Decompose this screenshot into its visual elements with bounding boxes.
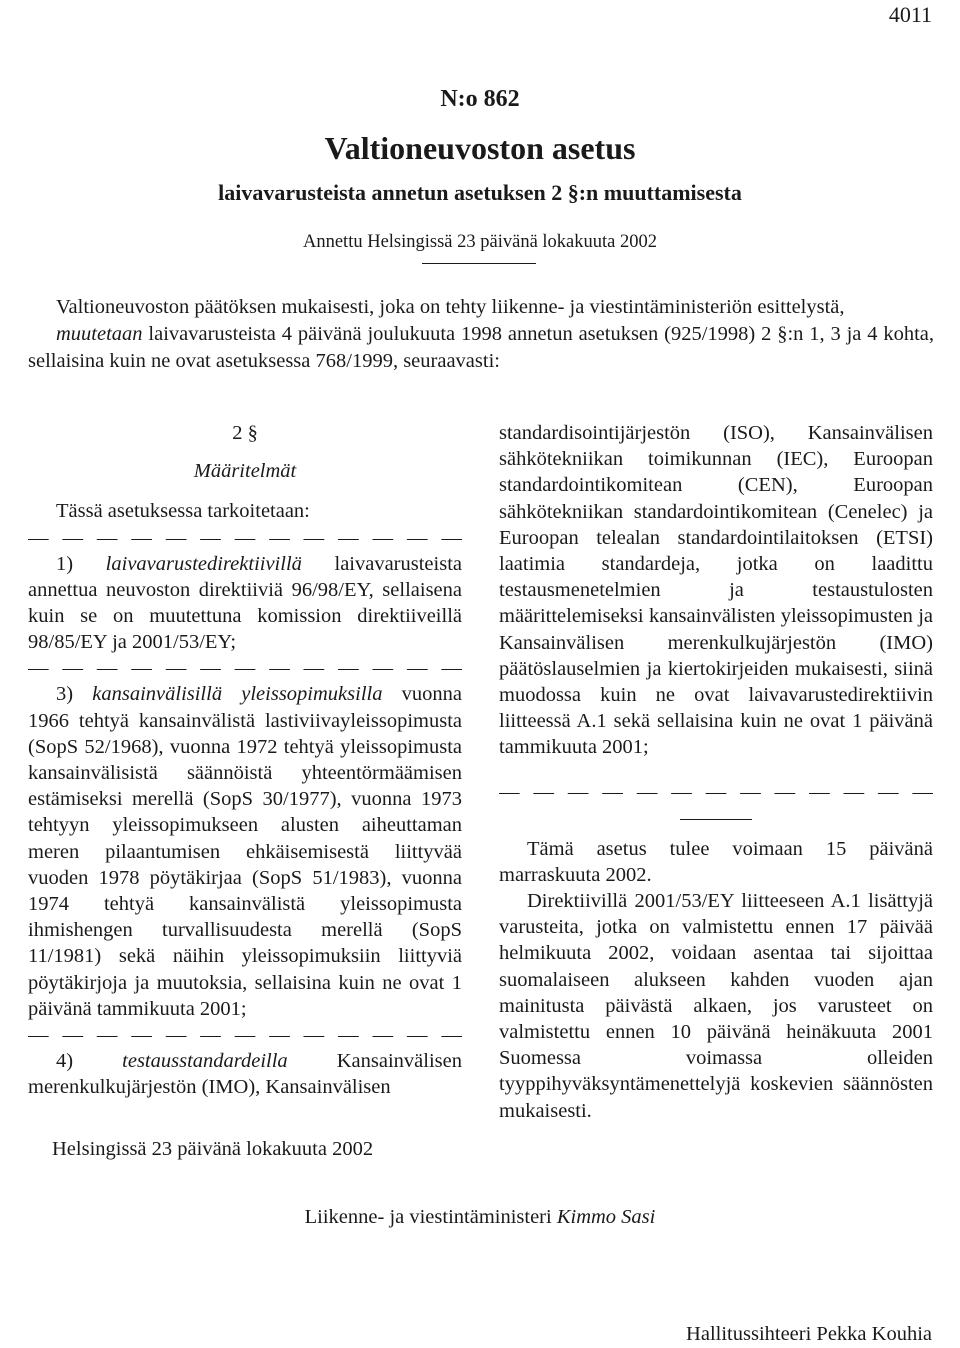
omission-dashes-1: — — — — — — — — — — — — — xyxy=(28,526,462,549)
item-4-continued: standardisointijärjestön (ISO), Kansainvälisen sähkötekniikan toimikunnan (IEC), Euroopan standardointikomitean (CEN), Euroopan sähkötekniikan standardointikomitean (Cenelec) ja Euroopan telealan standardointilaitoksen (ETSI) laatimia standardeja, jotka on laadittu testausmenetelmien ja testaustulosten määrittelemiseksi kansainvälisten yleissopimusten ja Kansainvälisen merenkulkujärjestön (IMO) päätöslauselmien ja kiertokirjeiden mukaisesti, siinä muodossa kuin ne ovat laivavarustedirektiivin liitteessä A.1 sekä sellaisina kuin ne ovat 1 päivänä tammikuuta 2001; xyxy=(499,422,933,759)
transitional-provision: Direktiivillä 2001/53/EY liitteeseen A.1 lisättyjä varusteita, jotka on valmistettu ennen 17 päivää helmikuuta 2002, voidaan asentaa tai sijoittaa suomalaiseen alukseen kahden vuoden ajan mainitusta päivästä alkaen, jos varusteet on valmistettu ennen 10 päivänä heinäkuuta 2001 Suomessa voimassa olleiden tyyppihyväksyntämenettelyjä koskevien säännösten mukaisesti. xyxy=(499,890,933,1122)
item-4-text-start: Kansainvälisen merenkulkujärjestön (IMO), Kansainvälisen xyxy=(28,1050,462,1099)
decree-subtitle: laivavarusteista annetun asetuksen 2 §:n muuttamisesta xyxy=(218,180,742,205)
item-1-text: laivavarusteista annettua neuvoston direktiiviä 96/98/EY, sellaisena kuin se on muutettuna komission direktiiveillä 98/85/EY ja 2001/53/EY; xyxy=(28,552,462,654)
title-separator-rule xyxy=(422,263,536,264)
item-1-prefix: 1) xyxy=(56,552,106,575)
item-4-term: testausstandardeilla xyxy=(122,1050,288,1073)
item-3-term: kansainvälisillä yleissopimuksilla xyxy=(92,683,383,706)
preamble-amendment xyxy=(28,321,934,375)
page-number: 4011 xyxy=(888,2,932,27)
place-and-date: Helsingissä 23 päivänä lokakuuta 2002 xyxy=(52,1138,374,1160)
minister-name: Kimmo Sasi xyxy=(556,1206,656,1228)
omission-dashes-2: — — — — — — — — — — — — — xyxy=(28,657,462,680)
section-separator-rule xyxy=(680,819,752,820)
right-column xyxy=(499,420,933,1124)
omission-dashes-3: — — — — — — — — — — — — — xyxy=(28,1024,462,1047)
issued-date: Annettu Helsingissä 23 päivänä lokakuuta 2002 xyxy=(302,232,657,252)
item-4-prefix: 4) xyxy=(56,1050,123,1073)
section-heading: Määritelmät xyxy=(193,460,297,483)
decree-number: N:o 862 xyxy=(440,86,520,112)
amend-text: laivavarusteista 4 päivänä joulukuuta 1998 annetun asetuksen (925/1998) 2 §:n 1, 3 ja 4 kohta, sellaisina kuin ne ovat asetuksessa 768/1999, seuraavasti: xyxy=(28,323,934,372)
amend-word: muutetaan xyxy=(56,323,143,345)
secretary-signature: Hallitussihteeri Pekka Kouhia xyxy=(686,1323,932,1345)
item-3-text: vuonna 1966 tehtyä kansainvälistä lastiviivayleissopimusta (SopS 52/1968), vuonna 1972 tehtyä yleissopimusta kansainvälisistä säännöistä yhteentörmäämisen estämiseksi merellä (SopS 30/1977), vuonna 1973 tehtyyn yleissopimukseen alusten aiheuttaman meren pilaantumisen ehkäisemisestä liittyvää vuoden 1978 pöytäkirjaa (SopS 51/1983), vuonna 1974 tehtyä kansainvälistä yleissopimusta ihmishengen turvallisuudesta merellä (SopS 11/1981) sekä näihin yleissopimuksiin liittyviä pöytäkirjoja ja muutoksia, sellaisina kuin ne ovat 1 päivänä tammikuuta 2001; xyxy=(28,683,462,1020)
entry-into-force: Tämä asetus tulee voimaan 15 päivänä marraskuuta 2002. xyxy=(499,837,933,886)
preamble-line1: Valtioneuvoston päätöksen mukaisesti, joka on tehty liikenne- ja viestintäministeriön esittelystä, xyxy=(56,296,845,318)
preamble xyxy=(28,294,934,375)
item-4 xyxy=(28,1048,462,1100)
item-3-prefix: 3) xyxy=(56,683,93,706)
left-column xyxy=(28,420,462,1100)
item-3 xyxy=(28,681,462,1022)
omission-dashes-4: — — — — — — — — — — — — — xyxy=(499,780,933,803)
minister-signature xyxy=(0,1206,960,1229)
section-intro: Tässä asetuksessa tarkoitetaan: xyxy=(56,500,310,523)
decree-title: Valtioneuvoston asetus xyxy=(324,130,636,166)
minister-title: Liikenne- ja viestintäministeri xyxy=(304,1206,557,1228)
item-1 xyxy=(28,551,462,656)
item-1-term: laivavarustedirektiivillä xyxy=(105,552,302,575)
section-number: 2 § xyxy=(232,422,258,444)
